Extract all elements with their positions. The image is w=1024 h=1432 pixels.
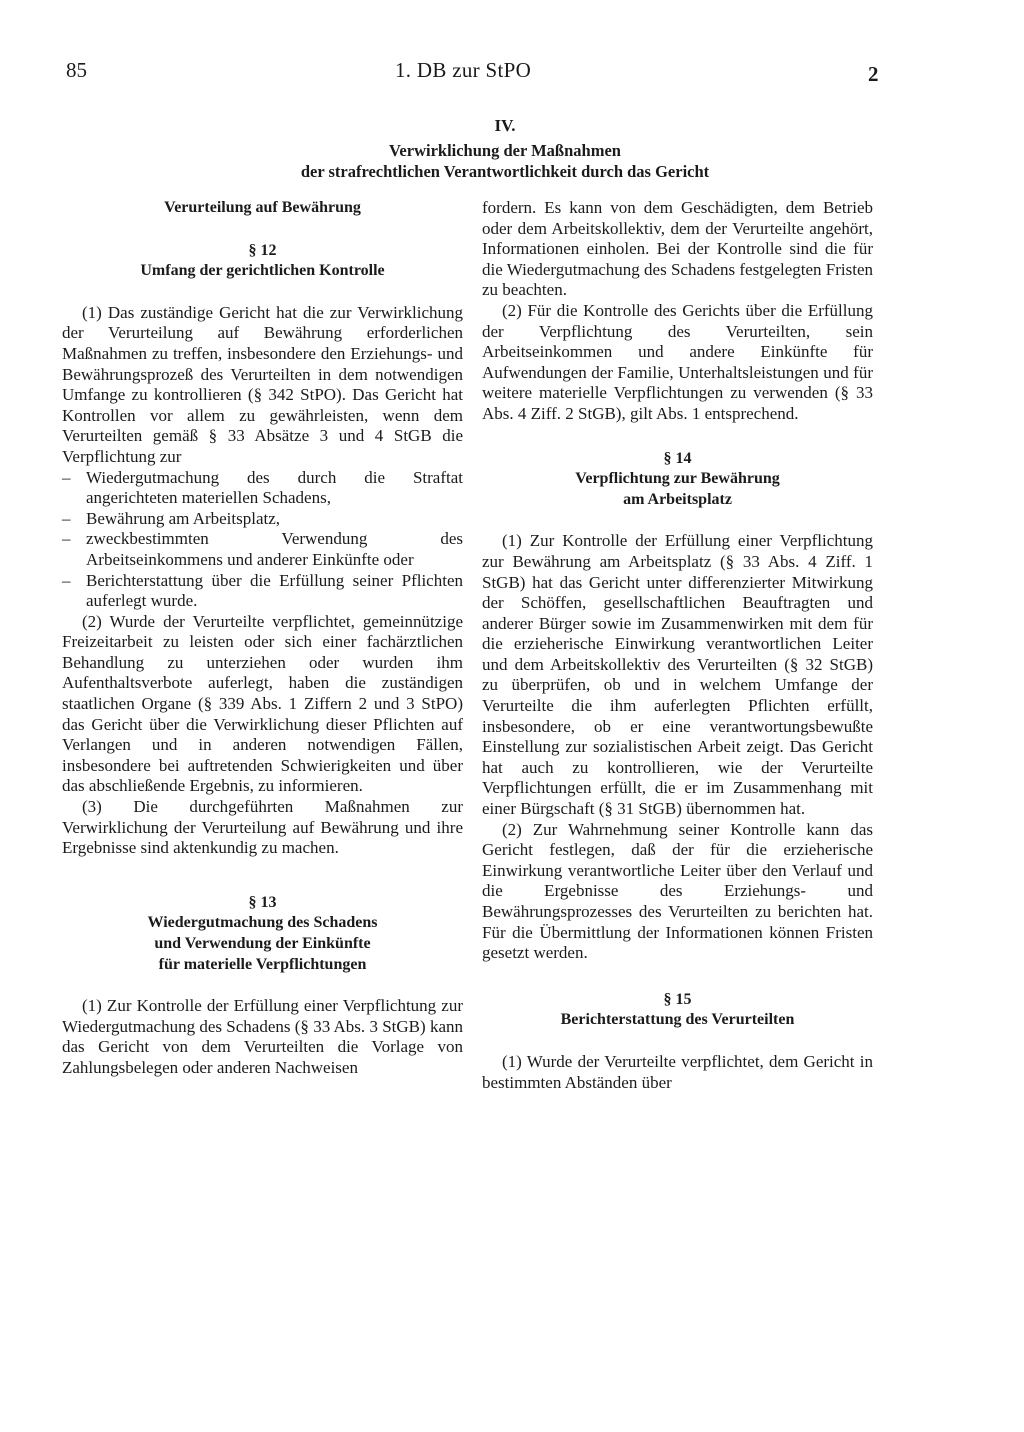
- section-13-title-line-3: für materielle Verpflichtungen: [158, 955, 367, 973]
- section-12-title: Umfang der gerichtlichen Kontrolle: [140, 262, 385, 280]
- section-12-paragraph-1: (1) Das zuständige Gericht hat die zur Verwirklichung der Verurteilung auf Bewährung erforderlichen Maßnahmen zu treffen, insbesondere den Erziehungs- und Bewährungsprozeß des Verurteilten in dem notwendigen Umfange zu kontrollieren (§ 342 StPO). Das Gericht hat Kontrollen vor allem zu gewährleisten, wenn dem Verurteilten gemäß § 33 Absätze 3 und 4 StGB die Verpflichtung zur: [62, 302, 463, 466]
- section-12-number: § 12: [248, 241, 277, 259]
- part-title: [180, 140, 830, 182]
- section-12-paragraph-2: (2) Wurde der Verurteilte verpflichtet, gemeinnützige Freizeitarbeit zu leisten oder sich einer fachärztlichen Behandlung zu unterziehen oder wurden ihm Aufenthaltsverbote auferlegt, haben die zuständigen staatlichen Organe (§ 339 Abs. 1 Ziffern 2 und 3 StPO) das Gericht über die Verwirklichung dieser Pflichten auf Verlangen und in anderen notwendigen Fällen, insbesondere bei auftretenden Schwierigkeiten und über das abschließende Ergebnis, zu informieren.: [62, 611, 463, 796]
- section-13-number: § 13: [248, 893, 277, 911]
- section-12-obligation-list: [62, 468, 463, 612]
- section-15-number: § 15: [663, 990, 692, 1008]
- margin-marker: 2: [868, 62, 879, 86]
- list-item: – Wiedergutmachung des durch die Straftat angerichteten materiellen Schadens,: [62, 468, 463, 509]
- right-column: [482, 198, 873, 1093]
- section-14-number: § 14: [663, 449, 692, 467]
- section-15-title: Berichterstattung des Verurteilten: [560, 1011, 795, 1029]
- subheading-probation: Verurteilung auf Bewährung: [164, 199, 361, 216]
- section-13-paragraph-1-continued: fordern. Es kann von dem Geschädigten, dem Betrieb oder dem Arbeitskollektiv, dem der Verurteilte angehört, Informationen einholen. Bei der Kontrolle sind die für die Wiedergutmachung des Schadens festgelegten Fristen zu beachten.: [482, 198, 873, 300]
- section-15-paragraph-1: (1) Wurde der Verurteilte verpflichtet, dem Gericht in bestimmten Abständen über: [482, 1051, 873, 1092]
- part-title-line-2: der strafrechtlichen Verantwortlichkeit durch das Gericht: [300, 162, 710, 181]
- left-column: [62, 198, 463, 1079]
- part-title-line-1: Verwirklichung der Maßnahmen: [389, 141, 621, 160]
- page-number: 85: [66, 58, 87, 82]
- section-14-paragraph-2: (2) Zur Wahrnehmung seiner Kontrolle kann das Gericht festlegen, daß der für die erzieherische Einwirkung verantwortliche Leiter über den Verlauf und die Ergebnisse des Erziehungs- und Bewährungsprozesses des Verurteilten zu berichten hat. Für die Übermittlung der Informationen können Fristen gesetzt werden.: [482, 819, 873, 963]
- list-item: – zweckbestimmten Verwendung des Arbeitseinkommens und anderer Einkünfte oder: [62, 529, 463, 570]
- section-13-paragraph-2: (2) Für die Kontrolle des Gerichts über die Erfüllung der Verpflichtung des Verurteilten, sein Arbeitseinkommen und andere Einkünfte für Aufwendungen der Familie, Unterhaltsleistungen und für weitere materielle Verpflichtungen zu verwenden (§ 33 Abs. 4 Ziff. 2 StGB), gilt Abs. 1 entsprechend.: [482, 300, 873, 423]
- section-14-paragraph-1: (1) Zur Kontrolle der Erfüllung einer Verpflichtung zur Bewährung am Arbeitsplatz (§ 33 Abs. 4 Ziff. 1 StGB) hat das Gericht unter differenzierter Mitwirkung der Schöffen, gesellschaftlichen Beauftragten und anderer Bürger sowie im Zusammenwirken mit dem für die erzieherische Einwirkung verantwortlichen Leiter und dem Arbeitskollektiv des Verurteilten (§ 32 StGB) zu überprüfen, ob und in welchem Umfange der Verurteilte die ihm auferlegten Pflichten erfüllt, insbesondere, ob er eine verantwortungsbewußte Einstellung zur sozialistischen Arbeit zeigt. Das Gericht hat auch zu kontrollieren, wie der Verurteilte Verpflichtungen erfüllt, die er im Zusammenhang mit einer Bürgschaft (§ 31 StGB) übernommen hat.: [482, 531, 873, 819]
- section-14-title-line-1: Verpflichtung zur Bewährung: [575, 470, 780, 488]
- running-title: 1. DB zur StPO: [395, 58, 532, 82]
- section-13-title-line-2: und Verwendung der Einkünfte: [154, 935, 371, 952]
- list-item: – Bewährung am Arbeitsplatz,: [62, 509, 463, 530]
- section-14-title-line-2: am Arbeitsplatz: [623, 490, 732, 508]
- section-13-paragraph-1: (1) Zur Kontrolle der Erfüllung einer Verpflichtung zur Wiedergutmachung des Schadens (§ 33 Abs. 3 StGB) kann das Gericht von dem Verurteilten die Vorlage von Zahlungsbelegen oder anderen Nachweisen: [62, 996, 463, 1077]
- section-12-paragraph-3: (3) Die durchgeführten Maßnahmen zur Verwirklichung der Verurteilung auf Bewährung und ihre Ergebnisse sind aktenkundig zu machen.: [62, 797, 463, 858]
- section-13-title-line-1: Wiedergutmachung des Schadens: [147, 914, 378, 932]
- part-number: IV.: [494, 116, 516, 135]
- list-item: – Berichterstattung über die Erfüllung seiner Pflichten auferlegt wurde.: [62, 571, 463, 612]
